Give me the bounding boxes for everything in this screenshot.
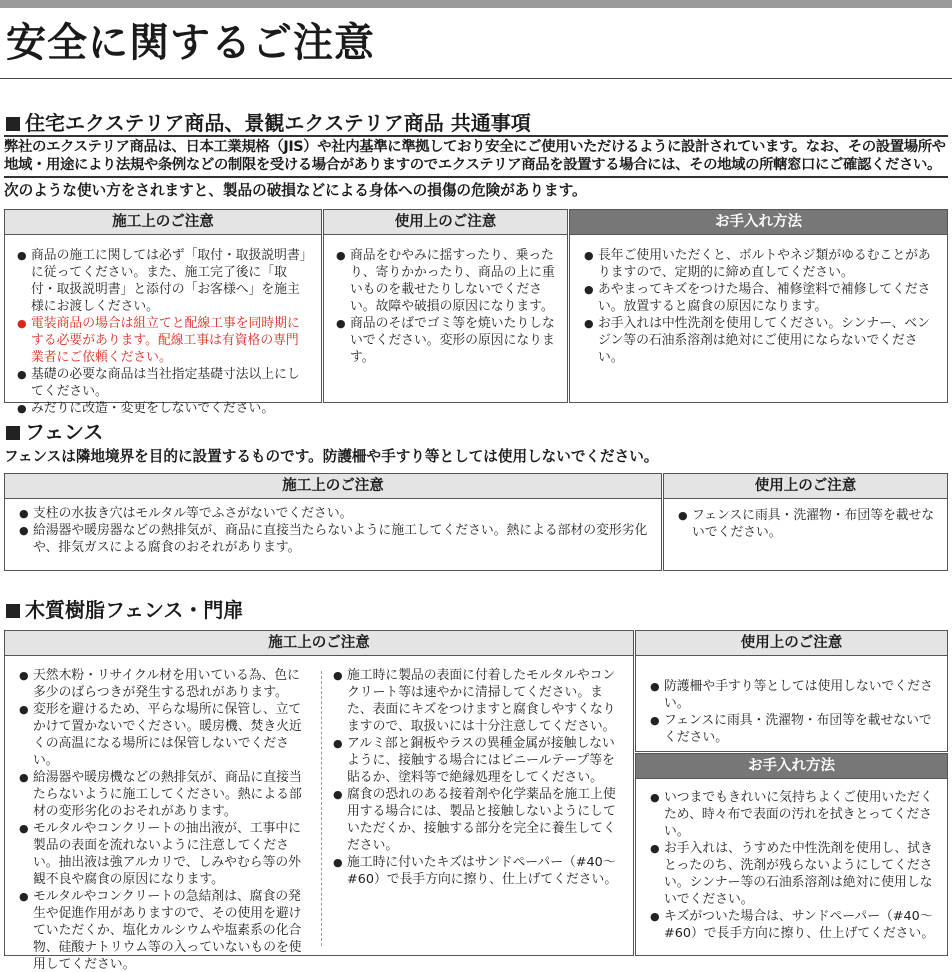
wood-construction-box <box>4 630 634 972</box>
note-item: ● 商品のそばでゴミ等を焼いたりしないでください。変形の原因になります。 <box>336 315 555 366</box>
common-intro-bottom-rule <box>4 176 948 178</box>
note-item: ● 腐食の恐れのある接着剤や化学薬品を施工上使用する場合には、製品と接触しないようにしていただくか、接触する部分を完全に養生してください。 <box>333 786 621 854</box>
common-warning: 次のような使い方をされますと、製品の破損などによる身体への損傷の危険があります。 <box>4 182 587 199</box>
section-square-icon <box>6 604 20 618</box>
note-item: ● モルタルやコンクリートの抽出液が、工事中に製品の表面を流れないように注意してください。抽出液は強アルカリで、しみやむら等の外観不良や腐食の原因になります。 <box>19 820 311 888</box>
wood-usage-box <box>635 630 948 752</box>
common-intro-line1: 弊社のエクステリア商品は、日本工業規格（JIS）や社内基準に準拠しており安全にご使用いただけるように設計されています。なお、その設置場所や <box>4 139 946 155</box>
common-construction-header: 施工上のご注意 <box>5 210 321 235</box>
note-item: ● あやまってキズをつけた場合、補修塗料で補修してください。放置すると腐食の原因になります。 <box>584 281 935 315</box>
note-item: ● 基礎の必要な商品は当社指定基礎寸法以上にしてください。 <box>17 366 311 400</box>
common-maintenance-box <box>569 209 948 403</box>
common-usage-box <box>323 209 568 403</box>
note-item: ● 施工時に製品の表面に付着したモルタルやコンクリート等は速やかに清掃してください。また、表面にキズをつけますと腐食しやすくなりますので、取扱いには十分注意してください。 <box>333 667 621 735</box>
fence-construction-box <box>4 473 662 571</box>
note-item: ● いつまでもきれいに気持ちよくご使用いただくため、時々布で表面の汚れを拭きとってください。 <box>650 789 935 840</box>
wood-section-heading <box>6 597 243 623</box>
note-item: ● フェンスに雨具・洗濯物・布団等を載せないでください。 <box>678 507 935 541</box>
note-item: ● モルタルやコンクリートの急結剤は、腐食の発生や促進作用がありますので、その使用を避けていただくか、塩化カルシウムや塩素系の化合物、硅酸ナトリウム等の入っていないものを使用してください。 <box>19 888 311 973</box>
common-section-heading <box>6 110 531 136</box>
fence-usage-header: 使用上のご注意 <box>664 474 947 499</box>
note-item: ● 支柱の水抜き穴はモルタル等でふさがないでください。 <box>19 505 649 522</box>
wood-usage-header: 使用上のご注意 <box>636 631 947 656</box>
note-item: ● 電装商品の場合は組立てと配線工事を同時期にする必要があります。配線工事は有資格の専門業者にご依頼ください。 <box>17 315 311 366</box>
fence-section-heading <box>6 419 103 445</box>
note-item: ● みだりに改造・変更をしないでください。 <box>17 400 311 417</box>
wood-usage-list <box>650 678 935 746</box>
common-heading-text: 住宅エクステリア商品、景観エクステリア商品 共通事項 <box>25 111 531 135</box>
fence-usage-box <box>663 473 948 571</box>
wood-construction-right-list <box>333 667 621 888</box>
fence-intro: フェンスは隣地境界を目的に設置するものです。防護柵や手すり等としては使用しないでください。 <box>4 448 659 465</box>
note-item: ● 長年ご使用いただくと、ボルトやネジ類がゆるむことがありますので、定期的に締め直してください。 <box>584 247 935 281</box>
top-bar <box>0 0 952 8</box>
wood-maintenance-box <box>635 753 948 956</box>
note-item: ● アルミ部と銅板やラスの異種金属が接触しないように、接触する場合にはビニールテープ等を貼るか、塗料等で絶縁処理をしてください。 <box>333 735 621 786</box>
note-item: ● 商品の施工に関しては必ず「取付・取扱説明書」に従ってください。また、施工完了後に「取付・取扱説明書」と添付の「お客様へ」を施主様にお渡しください。 <box>17 247 311 315</box>
common-maintenance-list <box>584 247 935 366</box>
wood-heading-text: 木質樹脂フェンス・門扉 <box>25 598 244 622</box>
note-item: ● 変形を避けるため、平らな場所に保管し、立てかけて置かないでください。暖房機、焚き火近くの高温になる場所には保管しないでください。 <box>19 701 311 769</box>
note-item: ● お手入れは中性洗剤を使用してください。シンナー、ベンジン等の石油系溶剤は絶対にご使用にならないでください。 <box>584 315 935 366</box>
wood-construction-header: 施工上のご注意 <box>5 631 633 656</box>
title-divider <box>0 78 952 79</box>
column-divider <box>321 671 322 946</box>
note-item: ● 商品をむやみに揺すったり、乗ったり、寄りかかったり、商品の上に重いものを載せたりしないでください。故障や破損の原因になります。 <box>336 247 555 315</box>
note-item: ● 防護柵や手すり等としては使用しないでください。 <box>650 678 935 712</box>
wood-maintenance-header: お手入れ方法 <box>636 754 947 779</box>
section-square-icon <box>6 117 20 131</box>
common-usage-list <box>336 247 555 366</box>
common-usage-header: 使用上のご注意 <box>324 210 567 235</box>
fence-construction-list <box>19 505 649 556</box>
common-intro-top-rule <box>4 135 948 137</box>
note-item: ● 天然木粉・リサイクル材を用いている為、色に多少のばらつきが発生する恐れがあります。 <box>19 667 311 701</box>
section-square-icon <box>6 426 20 440</box>
common-maintenance-header: お手入れ方法 <box>570 210 947 235</box>
note-item: ● 施工時に付いたキズはサンドペーパー（#40～#60）で長手方向に擦り、仕上げてください。 <box>333 854 621 888</box>
common-construction-list <box>17 247 311 417</box>
note-item: ● 給湯器や暖房器などの熱排気が、商品に直接当たらないように施工してください。熱による部材の変形劣化や、排気ガスによる腐食のおそれがあります。 <box>19 522 649 556</box>
fence-usage-list <box>678 507 935 541</box>
wood-maintenance-list <box>650 789 935 942</box>
common-intro <box>4 138 948 174</box>
common-construction-box <box>4 209 322 416</box>
note-item: ● フェンスに雨具・洗濯物・布団等を載せないでください。 <box>650 712 935 746</box>
note-item: ● キズがついた場合は、サンドペーパー（#40～#60）で長手方向に擦り、仕上げてください。 <box>650 908 935 942</box>
fence-construction-header: 施工上のご注意 <box>5 474 661 499</box>
page-title: 安全に関するご注意 <box>6 20 375 66</box>
fence-heading-text: フェンス <box>25 420 104 444</box>
note-item: ● 給湯器や暖房機などの熱排気が、商品に直接当たらないように施工してください。熱による部材の変形劣化のおそれがあります。 <box>19 769 311 820</box>
note-item: ● お手入れは、うすめた中性洗剤を使用し、拭きとったのち、洗剤が残らないようにしてください。シンナー等の石油系溶剤は絶対に使用しないでください。 <box>650 840 935 908</box>
common-intro-line2: 地域・用途により法規や条例などの制限を受ける場合がありますのでエクステリア商品を設置する場合には、その地域の所轄窓口にご確認ください。 <box>4 157 941 173</box>
wood-construction-left-list <box>19 667 311 973</box>
